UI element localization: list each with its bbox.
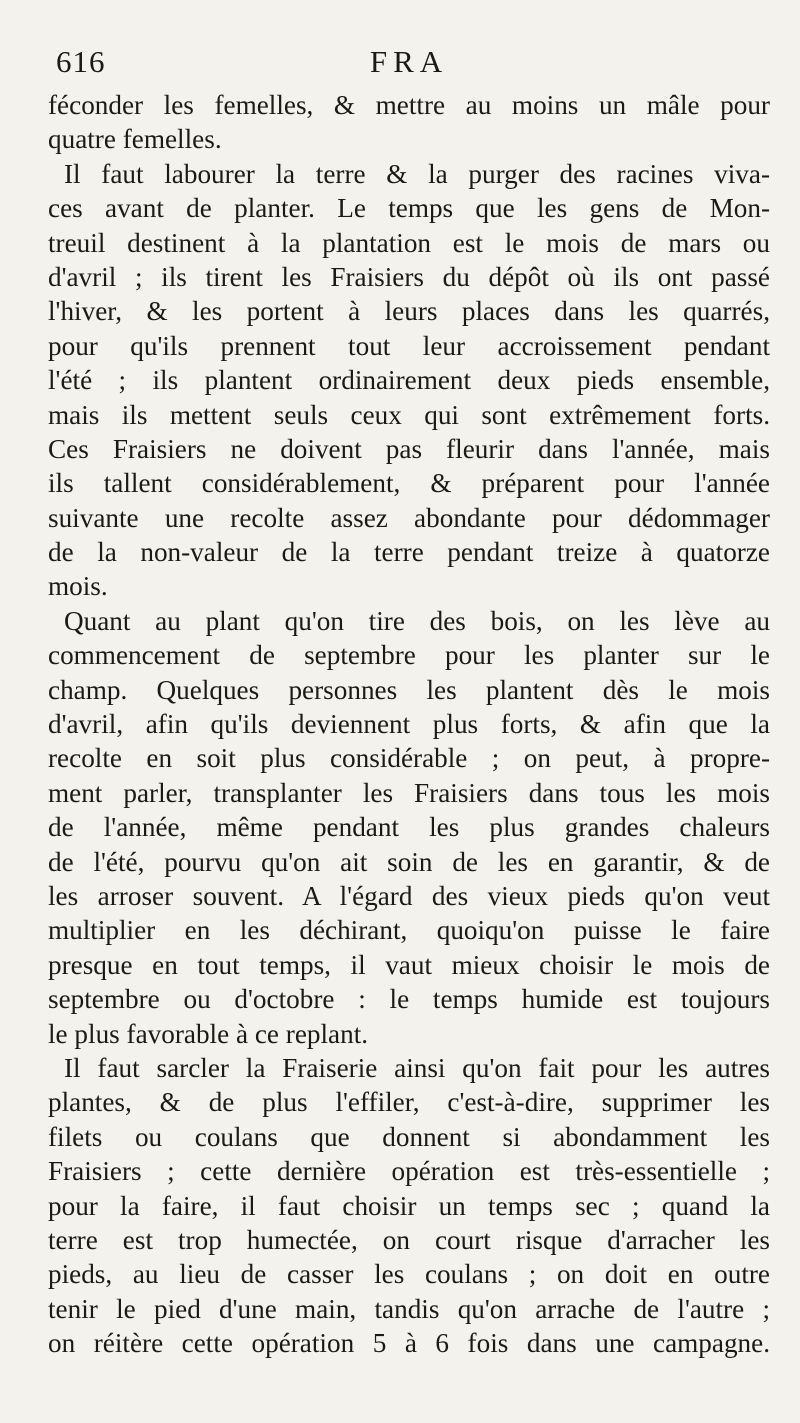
text-line: Il faut labourer la terre & la purger des racines viva- [64,158,770,189]
text-line: ment parler, transplanter les Fraisiers dans tous les mois [48,777,770,808]
running-head: FRA [369,44,449,79]
page-header [48,42,770,88]
text-line: quatre femelles. [48,124,222,155]
text-line: Ces Fraisiers ne doivent pas fleurir dans l'année, mais [48,433,770,464]
text-line: l'hiver, & les portent à leurs places dans les quarrés, [48,296,770,327]
text-line: Fraisiers ; cette dernière opération est très-essentielle ; [48,1156,770,1187]
text-line: pour la faire, il faut choisir un temps sec ; quand la [48,1190,770,1221]
text-line: recolte en soit plus considérable ; on peut, à propre- [48,743,770,774]
text-line: d'avril, afin qu'ils deviennent plus forts, & afin que la [48,709,770,740]
text-line: terre est trop humectée, on court risque d'arracher les [48,1224,770,1255]
text-line: commencement de septembre pour les planter sur le [48,640,770,671]
text-line: presque en tout temps, il vaut mieux choisir le mois de [48,949,770,980]
text-line: mois. [48,571,108,602]
text-line: les arroser souvent. A l'égard des vieux pieds qu'on veut [48,880,770,911]
text-line: treuil destinent à la plantation est le mois de mars ou [48,227,770,258]
body-text [48,88,770,1360]
text-line: d'avril ; ils tirent les Fraisiers du dépôt où ils ont passé [48,261,770,292]
text-line: multiplier en les déchirant, quoiqu'on puisse le faire [48,915,770,946]
text-line: champ. Quelques personnes les plantent dès le mois [48,674,770,705]
text-line: tenir le pied d'une main, tandis qu'on arrache de l'autre ; [48,1293,770,1324]
text-line: le plus favorable à ce replant. [48,1018,369,1049]
text-line: septembre ou d'octobre : le temps humide est toujours [48,984,770,1015]
text-line: de l'année, même pendant les plus grandes chaleurs [48,812,770,843]
text-line: Quant au plant qu'on tire des bois, on les lève au [64,605,770,636]
text-line: suivante une recolte assez abondante pour dédommager [48,502,770,533]
text-line: on réitère cette opération 5 à 6 fois dans une campagne. [48,1328,770,1359]
text-line: ces avant de planter. Le temps que les gens de Mon- [48,193,770,224]
text-line: Il faut sarcler la Fraiserie ainsi qu'on fait pour les autres [64,1052,770,1083]
text-line: pieds, au lieu de casser les coulans ; on doit en outre [48,1259,770,1290]
text-line: filets ou coulans que donnent si abondamment les [48,1121,770,1152]
text-line: ils tallent considérablement, & préparent pour l'année [48,468,770,499]
text-line: féconder les femelles, & mettre au moins un mâle pour [48,90,770,120]
text-line: l'été ; ils plantent ordinairement deux pieds ensemble, [48,365,770,396]
text-line: plantes, & de plus l'effiler, c'est-à-dire, supprimer les [48,1087,770,1118]
text-line: mais ils mettent seuls ceux qui sont extrêmement forts. [48,399,770,430]
text-line: de la non-valeur de la terre pendant treize à quatorze [48,537,770,568]
text-line: pour qu'ils prennent tout leur accroissement pendant [48,330,770,361]
page-number: 616 [56,44,106,79]
text-line: de l'été, pourvu qu'on ait soin de les en garantir, & de [48,846,770,877]
